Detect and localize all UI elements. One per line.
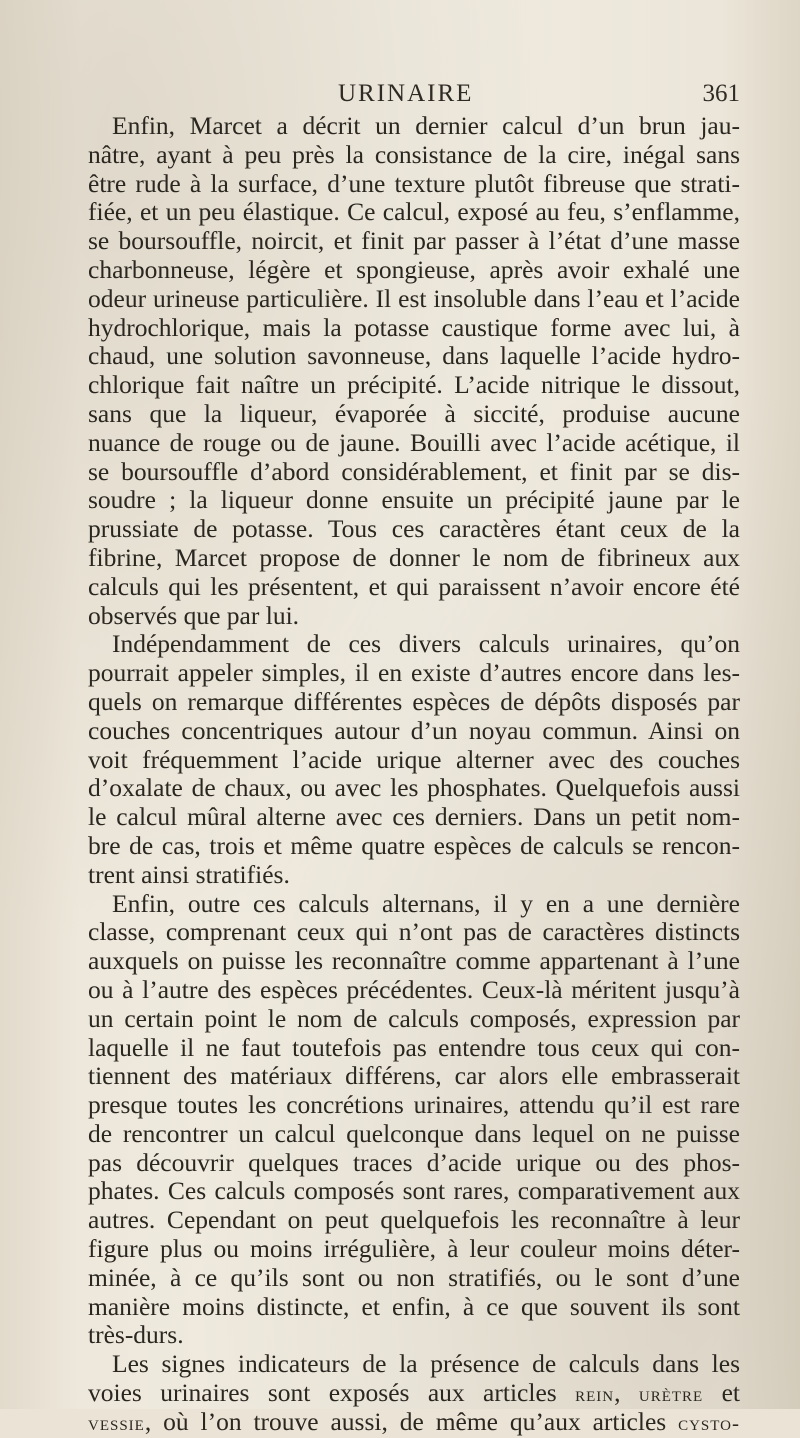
article-reference: cysto- <box>678 1410 740 1435</box>
text-line: se boursouffle, noircit, et finit par passer à l’état d’une masse <box>88 226 740 256</box>
body-text <box>88 112 740 1437</box>
text-line: chlorique fait naître un précipité. L’acide nitrique le dissout, <box>88 370 740 400</box>
text-line: classe, comprenant ceux qui n’ont pas de caractères distincts <box>88 917 740 947</box>
text-line: Enfin, outre ces calculs alternans, il y en a une dernière <box>112 888 740 918</box>
text-run: , où l’on trouve aussi, de même qu’aux articles <box>144 1406 679 1436</box>
text-line: odeur urineuse particulière. Il est insoluble dans l’eau et l’acide <box>88 283 740 313</box>
text-line: calculs qui les présentent, et qui paraissent n’avoir encore été <box>88 571 740 601</box>
text-line: Indépendamment de ces divers calculs urinaires, qu’on <box>112 629 740 659</box>
text-run: voies urinaires sont exposés aux articles <box>88 1378 576 1408</box>
text-line: pourrait appeler simples, il en existe d’autres encore dans les- <box>88 658 740 688</box>
text-line: laquelle il ne faut toutefois pas entendre tous ceux qui con- <box>88 1032 740 1062</box>
text-line: pas découvrir quelques traces d’acide urique ou des phos- <box>88 1147 740 1177</box>
text-line: prussiate de potasse. Tous ces caractères étant ceux de la <box>88 514 740 544</box>
text-line: se boursouffle d’abord considérablement, et finit par se dis- <box>88 456 740 486</box>
text-line: être rude à la surface, d’une texture plutôt fibreuse que strati- <box>88 168 740 198</box>
article-reference: urètre <box>638 1382 704 1407</box>
text-line: manière moins distincte, et enfin, à ce que souvent ils sont <box>88 1291 740 1321</box>
running-title: URINAIRE <box>338 80 474 107</box>
text-line: bre de cas, trois et même quatre espèces de calculs se rencon- <box>88 830 740 860</box>
text-line: sans que la liqueur, évaporée à siccité, produise aucune <box>88 398 740 428</box>
text-line: nâtre, ayant à peu près la consistance de la cire, inégal sans <box>88 139 740 169</box>
text-line: de rencontrer un calcul quelconque dans lequel on ne puisse <box>88 1118 740 1148</box>
text-line: Les signes indicateurs de la présence de calculs dans les <box>112 1349 740 1379</box>
article-reference: rein <box>575 1382 615 1407</box>
text-line-with-small-caps <box>88 1379 740 1408</box>
page-number: 361 <box>702 80 740 107</box>
text-line: fiée, et un peu élastique. Ce calcul, exposé au feu, s’enflamme, <box>88 197 740 227</box>
text-line: très-durs. <box>88 1320 184 1350</box>
text-line: charbonneuse, légère et spongieuse, après avoir exhalé une <box>88 254 740 284</box>
text-line: auxquels on puisse les reconnaître comme appartenant à l’une <box>88 946 740 976</box>
text-line: phates. Ces calculs composés sont rares, comparativement aux <box>88 1176 740 1206</box>
text-line: autres. Cependant on peut quelquefois les reconnaître à leur <box>88 1205 740 1235</box>
text-line: observés que par lui. <box>88 600 300 630</box>
text-line: nuance de rouge ou de jaune. Bouilli avec l’acide acétique, il <box>88 427 740 457</box>
text-line: chaud, une solution savonneuse, dans laquelle l’acide hydro- <box>88 341 740 371</box>
text-line: tiennent des matériaux différens, car alors elle embrasserait <box>88 1061 740 1091</box>
text-line: un certain point le nom de calculs composés, expression par <box>88 1003 740 1033</box>
text-line: d’oxalate de chaux, ou avec les phosphates. Quelquefois aussi <box>88 773 740 803</box>
text-line: quels on remarque différentes espèces de dépôts disposés par <box>88 686 740 716</box>
text-run: , <box>614 1378 639 1408</box>
text-line: hydrochlorique, mais la potasse caustique forme avec lui, à <box>88 312 740 342</box>
text-line: ou à l’autre des espèces précédentes. Ceux-là méritent jusqu’à <box>88 974 740 1004</box>
text-line: presque toutes les concrétions urinaires, attendu qu’il est rare <box>88 1090 740 1120</box>
text-line: voit fréquemment l’acide urique alterner avec des couches <box>88 744 740 774</box>
text-line: minée, à ce qu’ils sont ou non stratifiés, ou le sont d’une <box>88 1262 740 1292</box>
text-line: fibrine, Marcet propose de donner le nom de fibrineux aux <box>88 542 740 572</box>
article-reference: vessie <box>88 1410 145 1435</box>
text-line: Enfin, Marcet a décrit un dernier calcul d’un brun jau- <box>112 111 740 140</box>
text-line: soudre ; la liqueur donne ensuite un précipité jaune par le <box>88 485 740 515</box>
page-header <box>88 80 748 110</box>
text-line-with-small-caps <box>88 1408 740 1437</box>
text-line: le calcul mûral alterne avec ces derniers. Dans un petit nom- <box>88 802 740 832</box>
text-line: figure plus ou moins irrégulière, à leur couleur moins déter- <box>88 1234 740 1264</box>
text-line: trent ainsi stratifiés. <box>88 859 290 889</box>
text-line: couches concentriques autour d’un noyau commun. Ainsi on <box>88 715 740 745</box>
text-run: et <box>703 1378 740 1408</box>
